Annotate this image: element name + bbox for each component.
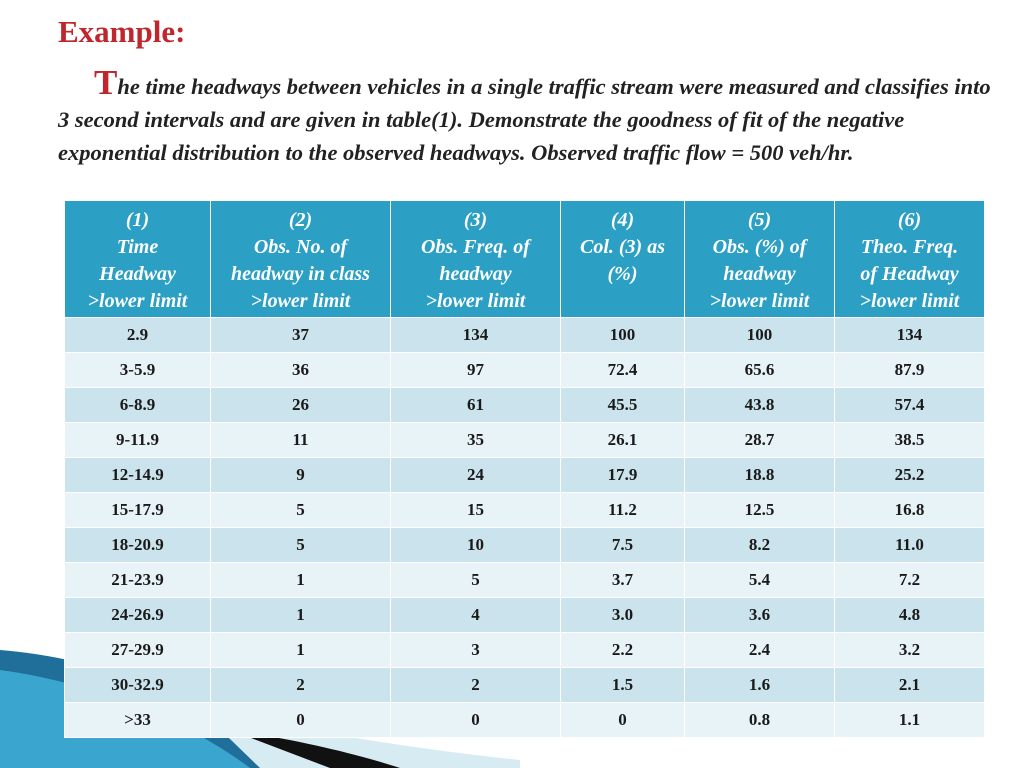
cell-obs-percent: 3.6 (685, 598, 835, 633)
table-row (65, 528, 985, 563)
col-header-time-headway: (1) Time Headway >lower limit (65, 201, 211, 318)
cell-col3-percent: 45.5 (561, 388, 685, 423)
cell-col3-percent: 72.4 (561, 353, 685, 388)
cell-theo-freq: 7.2 (835, 563, 985, 598)
col-header-obs-freq: (3) Obs. Freq. of headway >lower limit (391, 201, 561, 318)
cell-obs-no: 2 (211, 668, 391, 703)
cell-theo-freq: 2.1 (835, 668, 985, 703)
cell-obs-percent: 18.8 (685, 458, 835, 493)
cell-theo-freq: 4.8 (835, 598, 985, 633)
cell-theo-freq: 11.0 (835, 528, 985, 563)
cell-obs-percent: 65.6 (685, 353, 835, 388)
cell-obs-percent: 43.8 (685, 388, 835, 423)
cell-obs-no: 26 (211, 388, 391, 423)
cell-obs-freq: 61 (391, 388, 561, 423)
cell-time-headway: 30-32.9 (65, 668, 211, 703)
cell-obs-no: 1 (211, 563, 391, 598)
cell-time-headway: 2.9 (65, 318, 211, 353)
table-row (65, 423, 985, 458)
table-row (65, 458, 985, 493)
table-row (65, 353, 985, 388)
cell-obs-no: 11 (211, 423, 391, 458)
col-header-obs-no: (2) Obs. No. of headway in class >lower limit (211, 201, 391, 318)
cell-obs-freq: 35 (391, 423, 561, 458)
cell-time-headway: >33 (65, 703, 211, 738)
cell-obs-no: 36 (211, 353, 391, 388)
cell-time-headway: 24-26.9 (65, 598, 211, 633)
table-row (65, 668, 985, 703)
table-row (65, 703, 985, 738)
cell-time-headway: 21-23.9 (65, 563, 211, 598)
cell-col3-percent: 2.2 (561, 633, 685, 668)
cell-theo-freq: 134 (835, 318, 985, 353)
table-row (65, 388, 985, 423)
cell-time-headway: 12-14.9 (65, 458, 211, 493)
cell-theo-freq: 57.4 (835, 388, 985, 423)
cell-time-headway: 18-20.9 (65, 528, 211, 563)
cell-obs-freq: 0 (391, 703, 561, 738)
cell-theo-freq: 16.8 (835, 493, 985, 528)
cell-obs-percent: 100 (685, 318, 835, 353)
cell-col3-percent: 17.9 (561, 458, 685, 493)
table-row (65, 598, 985, 633)
cell-obs-freq: 97 (391, 353, 561, 388)
cell-col3-percent: 3.7 (561, 563, 685, 598)
cell-obs-no: 1 (211, 598, 391, 633)
cell-col3-percent: 0 (561, 703, 685, 738)
cell-obs-percent: 8.2 (685, 528, 835, 563)
cell-col3-percent: 100 (561, 318, 685, 353)
table-row (65, 563, 985, 598)
cell-obs-freq: 2 (391, 668, 561, 703)
slide-title: Example: (58, 14, 186, 49)
cell-theo-freq: 87.9 (835, 353, 985, 388)
cell-obs-percent: 12.5 (685, 493, 835, 528)
cell-time-headway: 3-5.9 (65, 353, 211, 388)
cell-obs-no: 37 (211, 318, 391, 353)
cell-obs-percent: 0.8 (685, 703, 835, 738)
cell-obs-percent: 2.4 (685, 633, 835, 668)
cell-obs-no: 5 (211, 528, 391, 563)
table-header-row (65, 201, 985, 318)
table-body (65, 318, 985, 738)
problem-statement (58, 63, 993, 169)
cell-time-headway: 9-11.9 (65, 423, 211, 458)
cell-obs-freq: 10 (391, 528, 561, 563)
col-header-obs-percent: (5) Obs. (%) of headway >lower limit (685, 201, 835, 318)
cell-obs-freq: 5 (391, 563, 561, 598)
cell-col3-percent: 26.1 (561, 423, 685, 458)
cell-obs-percent: 28.7 (685, 423, 835, 458)
cell-col3-percent: 1.5 (561, 668, 685, 703)
cell-obs-no: 1 (211, 633, 391, 668)
cell-time-headway: 15-17.9 (65, 493, 211, 528)
cell-obs-percent: 5.4 (685, 563, 835, 598)
cell-time-headway: 6-8.9 (65, 388, 211, 423)
cell-col3-percent: 7.5 (561, 528, 685, 563)
cell-obs-no: 9 (211, 458, 391, 493)
problem-text: he time headways between vehicles in a single traffic stream were measured and classifies into 3 second intervals and are given in table(1). Demonstrate the goodness of fit of the negative exponential distribution to the observed headways. Observed traffic flow = 500 veh/hr. (58, 74, 991, 165)
col-header-col3-percent: (4) Col. (3) as (%) (561, 201, 685, 318)
cell-obs-freq: 3 (391, 633, 561, 668)
cell-obs-no: 0 (211, 703, 391, 738)
cell-obs-freq: 24 (391, 458, 561, 493)
cell-obs-percent: 1.6 (685, 668, 835, 703)
cell-theo-freq: 1.1 (835, 703, 985, 738)
cell-theo-freq: 3.2 (835, 633, 985, 668)
cell-theo-freq: 25.2 (835, 458, 985, 493)
cell-obs-no: 5 (211, 493, 391, 528)
table-row (65, 633, 985, 668)
cell-col3-percent: 11.2 (561, 493, 685, 528)
headway-table (64, 200, 985, 738)
cell-theo-freq: 38.5 (835, 423, 985, 458)
cell-obs-freq: 15 (391, 493, 561, 528)
table-row (65, 318, 985, 353)
cell-time-headway: 27-29.9 (65, 633, 211, 668)
cell-col3-percent: 3.0 (561, 598, 685, 633)
cell-obs-freq: 134 (391, 318, 561, 353)
table-row (65, 493, 985, 528)
col-header-theo-freq: (6) Theo. Freq. of Headway >lower limit (835, 201, 985, 318)
cell-obs-freq: 4 (391, 598, 561, 633)
drop-cap: T (94, 63, 118, 102)
